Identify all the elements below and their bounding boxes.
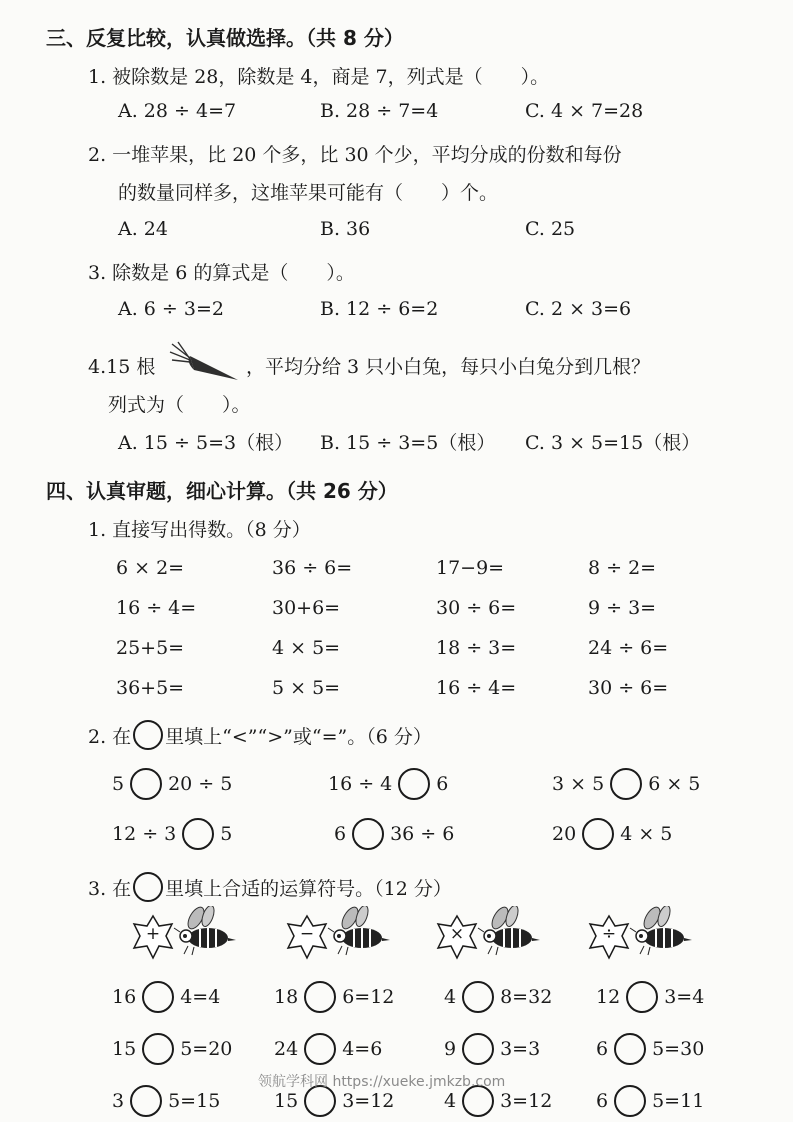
q1-stem: 1. 被除数是 28，除数是 4，商是 7，列式是（ ）。 xyxy=(88,66,550,88)
operand-left: 15 xyxy=(274,1090,299,1112)
p2-title-pre: 2. 在 xyxy=(88,725,132,748)
operand-left: 4 xyxy=(444,1090,457,1112)
operand-right: 4=4 xyxy=(180,986,221,1008)
q2-stem-line1: 2. 一堆苹果，比 20 个多，比 30 个少，平均分成的份数和每份 xyxy=(88,144,622,166)
answer-circle[interactable] xyxy=(142,981,174,1013)
compare-item xyxy=(112,817,232,851)
compare-right: 4 × 5 xyxy=(620,823,673,845)
compare-item xyxy=(112,767,232,801)
operand-left: 18 xyxy=(274,986,299,1008)
operand-right: 5=30 xyxy=(652,1038,705,1060)
calc-item[interactable]: 16 ÷ 4= xyxy=(116,597,197,619)
compare-right: 6 × 5 xyxy=(648,773,701,795)
operator-fill-item xyxy=(444,980,552,1014)
operator-badge xyxy=(584,906,694,966)
compare-left: 16 ÷ 4 xyxy=(328,773,393,795)
q4-stem-line2: 列式为（ ）。 xyxy=(108,394,251,416)
operator-fill-item xyxy=(112,980,220,1014)
watermark: 领航学科网 https://xueke.jmkzb.com xyxy=(258,1074,506,1090)
circle-icon xyxy=(133,872,163,902)
p3-title-pre: 3. 在 xyxy=(88,877,132,900)
calc-item[interactable]: 4 × 5= xyxy=(272,637,341,659)
compare-left: 12 ÷ 3 xyxy=(112,823,177,845)
q1-option-c[interactable]: C. 4 × 7=28 xyxy=(525,100,644,122)
operand-right: 3=3 xyxy=(500,1038,541,1060)
compare-right: 6 xyxy=(436,773,449,795)
answer-circle[interactable] xyxy=(462,1033,494,1065)
q3-stem: 3. 除数是 6 的算式是（ ）。 xyxy=(88,262,355,284)
compare-item xyxy=(552,817,672,851)
calc-item[interactable]: 8 ÷ 2= xyxy=(588,557,657,579)
q4-option-a[interactable]: A. 15 ÷ 5=3（根） xyxy=(118,432,294,454)
operand-right: 5=20 xyxy=(180,1038,233,1060)
operand-right: 5=11 xyxy=(652,1090,705,1112)
answer-circle[interactable] xyxy=(398,768,430,800)
calc-item[interactable]: 36+5= xyxy=(116,677,185,699)
operator-badge xyxy=(128,906,238,966)
compare-left: 6 xyxy=(334,823,347,845)
q2-option-c[interactable]: C. 25 xyxy=(525,218,576,240)
operand-left: 4 xyxy=(444,986,457,1008)
calc-item[interactable]: 30 ÷ 6= xyxy=(588,677,669,699)
q4-option-b[interactable]: B. 15 ÷ 3=5（根） xyxy=(320,432,496,454)
q2-option-b[interactable]: B. 36 xyxy=(320,218,371,240)
q1-option-b[interactable]: B. 28 ÷ 7=4 xyxy=(320,100,439,122)
compare-item xyxy=(552,767,700,801)
q1-option-a[interactable]: A. 28 ÷ 4=7 xyxy=(118,100,237,122)
q3-option-a[interactable]: A. 6 ÷ 3=2 xyxy=(118,298,224,320)
q4-stem-post: ，平均分给 3 只小白兔，每只小白兔分到几根？ xyxy=(246,356,651,378)
answer-circle[interactable] xyxy=(352,818,384,850)
operand-right: 6=12 xyxy=(342,986,395,1008)
operand-left: 12 xyxy=(596,986,621,1008)
operand-right: 3=4 xyxy=(664,986,705,1008)
compare-left: 20 xyxy=(552,823,577,845)
compare-right: 5 xyxy=(220,823,233,845)
calc-item[interactable]: 25+5= xyxy=(116,637,185,659)
p1-title: 1. 直接写出得数。（8 分） xyxy=(88,519,311,541)
operand-left: 16 xyxy=(112,986,137,1008)
operator-symbol: × xyxy=(449,924,465,944)
answer-circle[interactable] xyxy=(626,981,658,1013)
answer-circle[interactable] xyxy=(130,1085,162,1117)
calc-item[interactable]: 16 ÷ 4= xyxy=(436,677,517,699)
calc-item[interactable]: 36 ÷ 6= xyxy=(272,557,353,579)
calc-item[interactable]: 24 ÷ 6= xyxy=(588,637,669,659)
q3-option-c[interactable]: C. 2 × 3=6 xyxy=(525,298,632,320)
compare-left: 3 × 5 xyxy=(552,773,605,795)
answer-circle[interactable] xyxy=(304,981,336,1013)
operator-badge xyxy=(282,906,392,966)
p2-title-post: 里填上“<”“>”或“=”。（6 分） xyxy=(165,725,432,748)
answer-circle[interactable] xyxy=(182,818,214,850)
operator-symbol: ÷ xyxy=(601,924,617,944)
calc-item[interactable]: 17−9= xyxy=(436,557,505,579)
operand-left: 9 xyxy=(444,1038,457,1060)
operator-symbol: − xyxy=(299,924,315,944)
operator-badge xyxy=(432,906,542,966)
operator-fill-item xyxy=(112,1084,220,1118)
answer-circle[interactable] xyxy=(130,768,162,800)
operand-right: 3=12 xyxy=(500,1090,553,1112)
q2-option-a[interactable]: A. 24 xyxy=(118,218,168,240)
answer-circle[interactable] xyxy=(614,1033,646,1065)
compare-left: 5 xyxy=(112,773,125,795)
operator-fill-item xyxy=(444,1032,540,1066)
p2-title xyxy=(88,718,432,752)
p3-title xyxy=(88,870,452,904)
operator-symbol: + xyxy=(145,924,161,944)
operand-right: 4=6 xyxy=(342,1038,383,1060)
section3-heading: 三、反复比较，认真做选择。（共 8 分） xyxy=(46,26,404,50)
q3-option-b[interactable]: B. 12 ÷ 6=2 xyxy=(320,298,439,320)
answer-circle[interactable] xyxy=(462,981,494,1013)
calc-item[interactable]: 9 ÷ 3= xyxy=(588,597,657,619)
calc-item[interactable]: 30 ÷ 6= xyxy=(436,597,517,619)
operator-fill-item xyxy=(596,1084,704,1118)
answer-circle[interactable] xyxy=(614,1085,646,1117)
operand-left: 3 xyxy=(112,1090,125,1112)
calc-item[interactable]: 6 × 2= xyxy=(116,557,185,579)
q4-stem-pre: 4.15 根 xyxy=(88,356,156,378)
calc-item[interactable]: 30+6= xyxy=(272,597,341,619)
compare-right: 36 ÷ 6 xyxy=(390,823,455,845)
q2-stem-line2: 的数量同样多，这堆苹果可能有（ ）个。 xyxy=(118,182,499,204)
section4-heading: 四、认真审题，细心计算。（共 26 分） xyxy=(46,479,398,503)
answer-circle[interactable] xyxy=(304,1033,336,1065)
operator-fill-item xyxy=(274,1032,382,1066)
answer-circle[interactable] xyxy=(142,1033,174,1065)
operand-right: 5=15 xyxy=(168,1090,221,1112)
q4-option-c[interactable]: C. 3 × 5=15（根） xyxy=(525,432,701,454)
operator-fill-item xyxy=(596,1032,704,1066)
operand-right: 8=32 xyxy=(500,986,553,1008)
operand-left: 24 xyxy=(274,1038,299,1060)
p3-title-post: 里填上合适的运算符号。（12 分） xyxy=(165,877,452,900)
compare-item xyxy=(334,817,454,851)
answer-circle[interactable] xyxy=(610,768,642,800)
compare-item xyxy=(328,767,448,801)
answer-circle[interactable] xyxy=(582,818,614,850)
calc-item[interactable]: 5 × 5= xyxy=(272,677,341,699)
operator-fill-item xyxy=(274,980,394,1014)
calc-item[interactable]: 18 ÷ 3= xyxy=(436,637,517,659)
operand-left: 6 xyxy=(596,1090,609,1112)
operand-left: 6 xyxy=(596,1038,609,1060)
compare-right: 20 ÷ 5 xyxy=(168,773,233,795)
circle-icon xyxy=(133,720,163,750)
carrot-icon xyxy=(168,340,244,384)
operator-fill-item xyxy=(596,980,704,1014)
operator-fill-item xyxy=(112,1032,232,1066)
operand-right: 3=12 xyxy=(342,1090,395,1112)
operand-left: 15 xyxy=(112,1038,137,1060)
